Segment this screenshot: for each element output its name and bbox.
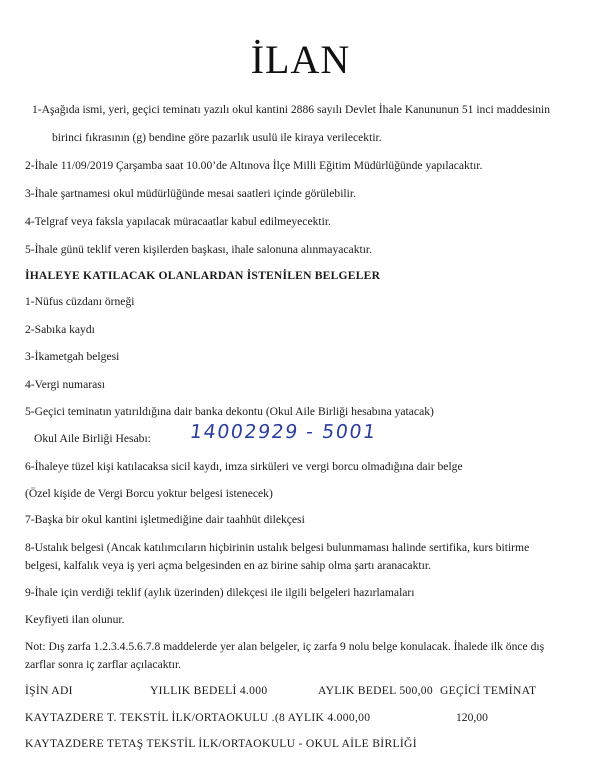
table-header-monthly-fee: AYLIK BEDEL 500,00 [318, 684, 433, 697]
document-item-5: 5-Geçici teminatın yatırıldığına dair banka dekontu (Okul Aile Birliği hesabına yatacak) [25, 405, 434, 418]
table-header-job-name: İŞİN ADI [25, 684, 73, 697]
document-item-3: 3-İkametgah belgesi [25, 350, 120, 363]
document-item-9: 9-İhale için verdiği teklif (aylık üzerinden) dilekçesi ile ilgili belgeleri hazırlamaları [25, 586, 415, 599]
announcement-item-5: 5-İhale günü teklif veren kişilerden başkası, ihale salonuna alınmayacaktır. [25, 243, 373, 256]
page-title: İLAN [250, 37, 351, 82]
announcement-item-4: 4-Telgraf veya faksla yapılacak müracaatlar kabul edilmeyecektir. [25, 215, 331, 228]
table-header-deposit: GEÇİCİ TEMİNAT [440, 684, 537, 697]
table-row-deposit: 120,00 [456, 711, 488, 724]
document-item-8b: belgesi, kalfalık veya iş yeri açma belgesinden en az birine sahip olma şartı aranacaktır. [25, 559, 431, 572]
document-item-1: 1-Nüfus cüzdanı örneği [25, 295, 135, 308]
table-header-annual-fee: YILLIK BEDELİ 4.000 [150, 684, 268, 697]
document-item-7: 7-Başka bir okul kantini işletmediğine dair taahhüt dilekçesi [25, 513, 305, 526]
document-item-6-note: (Özel kişide de Vergi Borcu yoktur belgesi istenecek) [25, 487, 273, 500]
table-footer: KAYTAZDERE TETAŞ TEKSTİL İLK/ORTAOKULU - OKUL AİLE BİRLİĞİ [25, 737, 417, 750]
note-line-1: Not: Dış zarfa 1.2.3.4.5.6.7.8 maddelerde yer alan belgeler, iç zarfa 9 nolu belge konulacak. İhalede ilk önce dış [25, 640, 545, 653]
document-item-6: 6-İhaleye tüzel kişi katılacaksa sicil kaydı, imza sirküleri ve vergi borcu olmadığına dair belge [25, 460, 463, 473]
document-item-8a: 8-Ustalık belgesi (Ancak katılımcıların hiçbirinin ustalık belgesi bulunmaması halinde sertifika, kurs bitirme [25, 541, 530, 554]
document-item-2: 2-Sabıka kaydı [25, 323, 95, 336]
note-line-2: zarflar sonra iç zarflar açılacaktır. [25, 658, 182, 671]
announcement-item-1b: birinci fıkrasının (g) bendine göre pazarlık usulü ile kiraya verilecektir. [52, 131, 382, 144]
table-row-name: KAYTAZDERE T. TEKSTİL İLK/ORTAOKULU .(8 AYLIK 4.000,00 [25, 711, 371, 724]
document-item-4: 4-Vergi numarası [25, 378, 105, 391]
account-number-handwritten: 14002929 - 5001 [188, 421, 379, 443]
announcement-item-1a: 1-Aşağıda ismi, yeri, geçici teminatı yazılı okul kantini 2886 sayılı Devlet İhale Kanununun 51 inci maddesinin [32, 103, 551, 116]
account-label: Okul Aile Birliği Hesabı: [34, 432, 151, 445]
required-documents-heading: İHALEYE KATILACAK OLANLARDAN İSTENİLEN BELGELER [25, 269, 381, 282]
announcement-item-3: 3-İhale şartnamesi okul müdürlüğünde mesai saatleri içinde görülebilir. [25, 187, 356, 200]
announcement-item-2: 2-İhale 11/09/2019 Çarşamba saat 10.00’de Altınova İlçe Milli Eğitim Müdürlüğünde yapılacaktır. [25, 159, 483, 172]
closing-statement: Keyfiyeti ilan olunur. [25, 613, 125, 626]
